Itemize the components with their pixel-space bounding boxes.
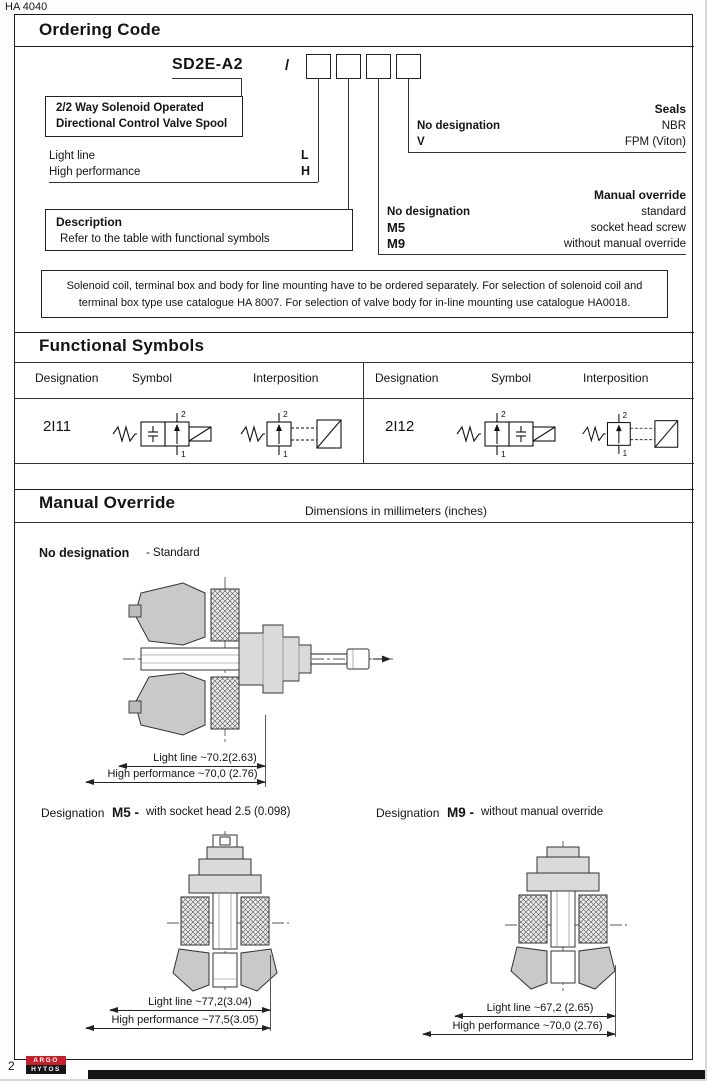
col-interposition-right: Interposition	[583, 371, 649, 385]
port-label-bottom: 1	[283, 449, 288, 458]
seals-title: Seals	[654, 102, 686, 116]
standard-override-drawing	[115, 571, 400, 749]
mo-code-none: No designation	[387, 206, 471, 218]
dimensions-note: Dimensions in millimeters (inches)	[305, 504, 488, 518]
seals-code-v: V	[417, 136, 425, 148]
light-line-code: L	[301, 148, 309, 162]
valve-type-box	[45, 96, 243, 137]
mo-code-m5: M5	[387, 220, 406, 235]
connector-model	[241, 78, 242, 96]
mo-value-m9: without manual override	[563, 238, 686, 250]
m9-prefix: Designation	[376, 806, 440, 820]
description-box	[45, 209, 353, 251]
code-box-1	[306, 54, 331, 79]
code-box-3	[366, 54, 391, 79]
m5-prefix: Designation	[41, 806, 105, 820]
col-interposition-left: Interposition	[253, 371, 319, 385]
argo-hytos-logo	[26, 1056, 66, 1074]
col-designation-right: Designation	[375, 371, 439, 385]
description-text: Refer to the table with functional symbols	[60, 232, 270, 245]
divider	[15, 489, 694, 490]
m9-override-drawing	[501, 837, 631, 995]
port-label-bottom: 1	[181, 449, 186, 458]
ordering-code-title: Ordering Code	[39, 20, 161, 39]
seals-group	[407, 102, 686, 150]
logo-hytos: HYTOS	[26, 1065, 66, 1074]
light-line-label: Light line	[49, 150, 96, 162]
mo-value-m5: socket head screw	[590, 222, 686, 234]
high-performance-label: High performance	[49, 166, 141, 178]
valve-symbol-2i12	[451, 408, 576, 458]
connector-box2	[348, 79, 349, 209]
interposition-symbol-2i11	[237, 408, 355, 458]
port-label-top: 2	[283, 409, 288, 419]
port-label-bottom: 1	[622, 448, 628, 458]
high-performance-code: H	[301, 164, 311, 178]
page-number: 2	[8, 1059, 15, 1073]
standard-dim-light-line	[119, 766, 265, 767]
manual-override-group	[377, 188, 686, 252]
standard-name: No designation	[39, 546, 130, 560]
connector-box1	[318, 79, 319, 182]
m5-dim-light: Light line ~77,2(3.04)	[148, 996, 252, 1008]
divider	[15, 522, 694, 523]
port-label-top: 2	[501, 409, 506, 419]
lh-underline	[49, 182, 318, 183]
m9-dim-light: Light line ~67,2 (2.65)	[486, 1002, 594, 1014]
col-symbol-right: Symbol	[491, 371, 532, 385]
interposition-symbol-2i12	[579, 408, 691, 458]
m9-suffix: without manual override	[481, 806, 604, 818]
code-box-4	[396, 54, 421, 79]
standard-dim-high: High performance ~70,0 (2.76)	[107, 768, 258, 780]
page-frame	[14, 14, 693, 1060]
valve-type-line2: Directional Control Valve Spool	[56, 117, 228, 130]
m5-dim-light-line	[110, 1010, 270, 1011]
mo-code-m9: M9	[387, 236, 406, 251]
code-box-2	[336, 54, 361, 79]
col-designation-left: Designation	[35, 371, 99, 385]
divider	[15, 362, 694, 363]
mo-underline	[378, 254, 686, 255]
m5-suffix: with socket head 2.5 (0.098)	[146, 806, 291, 818]
standard-dim-high-line	[86, 782, 265, 783]
m9-name: M9 -	[447, 805, 474, 820]
port-label-top: 2	[622, 410, 628, 420]
footer-bar	[88, 1070, 707, 1079]
model-code: SD2E-A2	[172, 56, 244, 73]
divider	[15, 332, 694, 333]
seals-underline	[408, 152, 686, 153]
functional-symbols-title: Functional Symbols	[39, 336, 205, 355]
description-title: Description	[56, 215, 123, 229]
m5-name: M5 -	[112, 805, 139, 820]
table-bottom-line	[15, 463, 694, 464]
valve-symbol-2i11	[107, 408, 232, 458]
m5-override-drawing	[163, 827, 293, 995]
valve-type-line1: 2/2 Way Solenoid Operated	[56, 102, 204, 114]
model-separator: /	[285, 57, 290, 74]
table-header-line	[15, 398, 694, 399]
standard-suffix: - Standard	[146, 547, 200, 559]
divider	[15, 46, 694, 47]
seals-code-none: No designation	[417, 120, 501, 132]
standard-dim-light: Light line ~70.2(2.63)	[153, 752, 257, 764]
model-underline	[172, 78, 242, 79]
designation-2i11: 2I11	[43, 418, 72, 435]
m5-dim-high: High performance ~77,5(3.05)	[111, 1014, 259, 1026]
m5-dim-high-line	[86, 1028, 270, 1029]
ordering-note: Solenoid coil, terminal box and body for line mounting have to be ordered separately. For selection of solenoid coil and terminal box type use catalogue HA 8007. For selection of valve body for in-line mounting use catalogue HA0018.	[41, 270, 668, 318]
m9-dim-high: High performance ~70,0 (2.76)	[452, 1020, 603, 1032]
mo-value-standard: standard	[641, 206, 686, 218]
table-center-divider	[363, 362, 364, 463]
seals-value-nbr: NBR	[661, 120, 686, 132]
doc-code: HA 4040	[5, 1, 48, 13]
m9-dim-high-line	[423, 1034, 615, 1035]
port-label-top: 2	[181, 409, 186, 419]
logo-argo: ARGO	[26, 1056, 66, 1065]
manual-override-title: Manual override	[593, 188, 686, 202]
designation-2i12: 2I12	[385, 418, 415, 435]
manual-override-section-title: Manual Override	[39, 493, 176, 512]
port-label-bottom: 1	[501, 449, 506, 458]
seals-value-fpm: FPM (Viton)	[624, 136, 686, 148]
col-symbol-left: Symbol	[132, 371, 173, 385]
m9-dim-light-line	[455, 1016, 615, 1017]
